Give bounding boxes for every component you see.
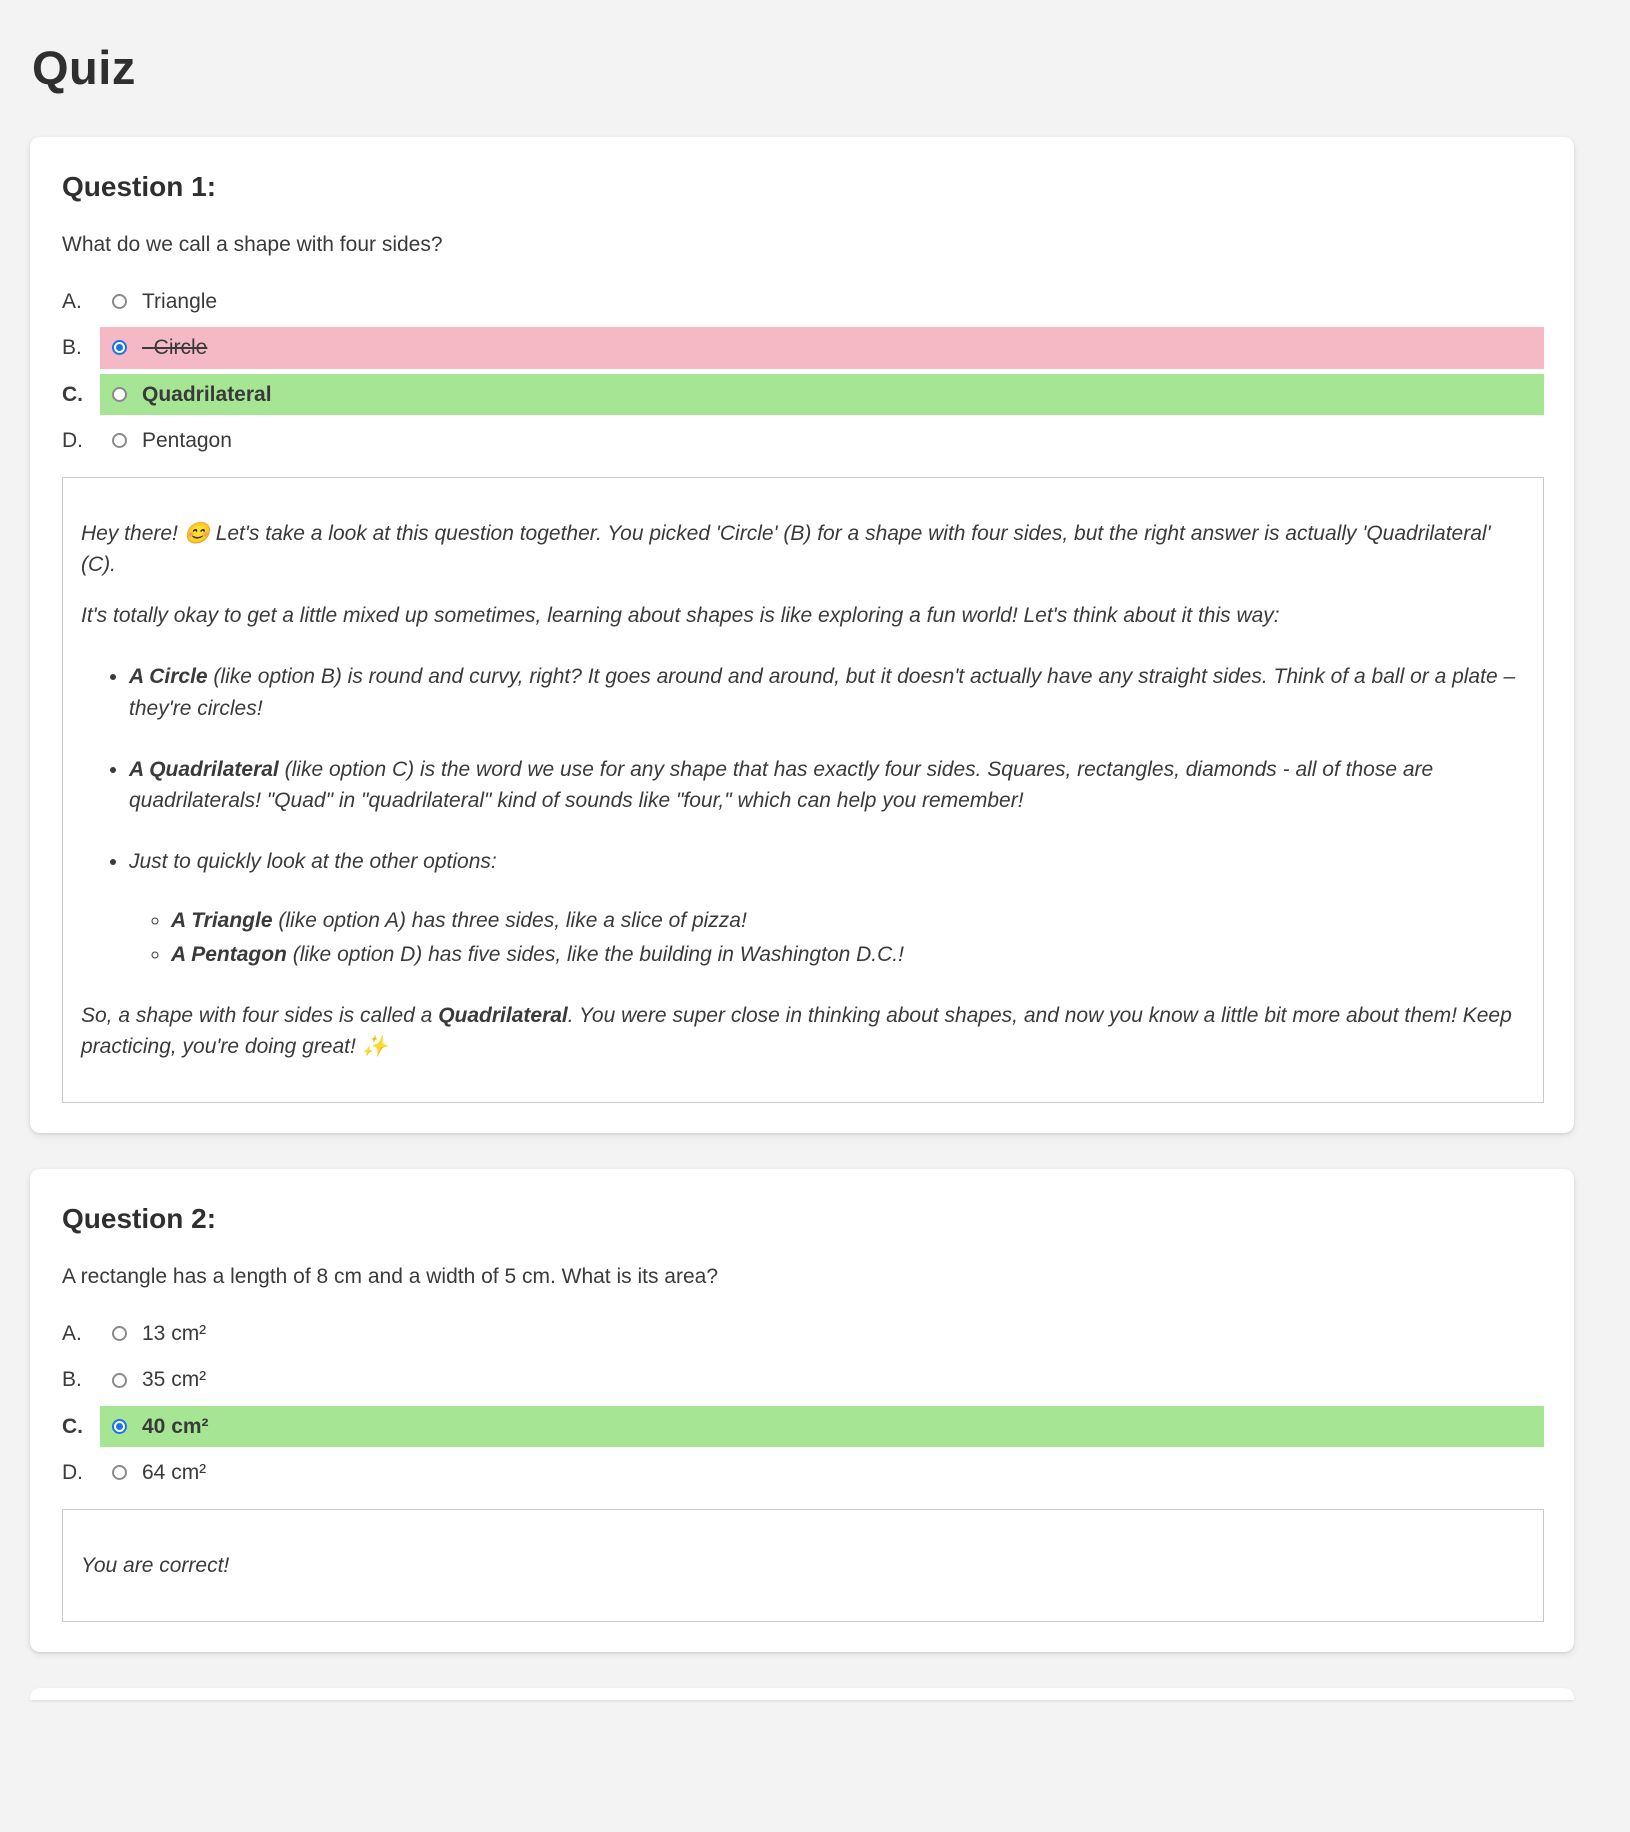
feedback-text-segment: It's totally okay to get a little mixed up sometimes, learning about shapes is like exploring a fun world! Let's think about it this way: — [81, 604, 1280, 628]
feedback-item — [129, 661, 1525, 723]
page-title: Quiz — [32, 41, 136, 94]
radio-button-selected[interactable] — [112, 340, 127, 355]
option-body — [100, 1359, 1544, 1400]
option-row — [62, 1313, 1544, 1354]
feedback-text-segment: So, a shape with four sides is called a — [81, 1003, 439, 1027]
radio-button[interactable] — [112, 387, 127, 402]
question-card — [30, 1169, 1574, 1652]
option-label[interactable]: Circle — [153, 336, 208, 360]
option-label[interactable]: Pentagon — [142, 428, 232, 452]
feedback-sublist — [129, 905, 1525, 970]
option-letter: C. — [62, 1414, 83, 1438]
option-letter: D. — [62, 1461, 83, 1485]
option-label[interactable]: 64 cm² — [142, 1461, 207, 1485]
radio-button[interactable] — [112, 294, 127, 309]
options-list — [62, 1313, 1544, 1493]
feedback-box — [62, 477, 1544, 1103]
option-letter: D. — [62, 428, 83, 452]
radio-button[interactable] — [112, 1373, 127, 1388]
radio-button[interactable] — [112, 433, 127, 448]
option-body-correct — [100, 1406, 1544, 1447]
option-label[interactable]: Quadrilateral — [142, 382, 272, 406]
feedback-text-segment: (like option D) has five sides, like the building in Washington D.C.! — [286, 942, 904, 966]
radio-button[interactable] — [112, 1326, 127, 1341]
option-body — [100, 420, 1544, 461]
feedback-paragraph — [81, 1000, 1525, 1062]
feedback-box — [62, 1509, 1544, 1622]
options-list — [62, 281, 1544, 461]
option-label[interactable]: 40 cm² — [142, 1414, 209, 1438]
option-letter: A. — [62, 290, 82, 313]
feedback-text-segment: (like option C) is the word we use for any shape that has exactly four sides. Squares, rectangles, diamonds - all of those are quadrilaterals! "Quad" in "quadrilateral" kind of sounds like "four," which can help you remember! — [129, 757, 1434, 812]
questions-container — [30, 137, 1574, 1700]
feedback-text-segment: (like option A) has three sides, like a slice of pizza! — [272, 908, 747, 932]
option-body-incorrect — [100, 327, 1544, 368]
option-row — [62, 420, 1544, 461]
emphasis-text: A Pentagon — [171, 942, 287, 966]
question-text: What do we call a shape with four sides? — [62, 233, 443, 256]
option-row — [62, 1359, 1544, 1400]
feedback-text-segment: Just to quickly look at the other options: — [129, 849, 497, 873]
option-row — [62, 327, 1544, 368]
option-body — [100, 1313, 1544, 1354]
feedback-paragraph — [81, 518, 1525, 580]
radio-button[interactable] — [112, 1465, 127, 1480]
option-row — [62, 1406, 1544, 1447]
feedback-text-segment: You are correct! — [81, 1554, 230, 1578]
emphasis-text: A Circle — [129, 665, 208, 689]
question-heading: Question 1: — [62, 171, 217, 202]
option-body — [100, 1452, 1544, 1493]
option-letter: B. — [62, 336, 82, 360]
feedback-item — [129, 754, 1525, 816]
option-row — [62, 1452, 1544, 1493]
option-label[interactable]: 13 cm² — [142, 1322, 207, 1346]
feedback-text-segment: (like option B) is round and curvy, right? It goes around and around, but it doesn't actually have any straight sides. Think of a ball or a plate – they're circles! — [129, 665, 1516, 720]
option-body-correct — [100, 374, 1544, 415]
question-heading: Question 2: — [62, 1203, 217, 1235]
option-row — [62, 281, 1544, 322]
option-body — [100, 281, 1544, 322]
option-label[interactable]: Triangle — [142, 290, 218, 313]
option-letter: C. — [62, 382, 83, 406]
feedback-text-segment: Hey there! 😊 Let's take a look at this question together. You picked 'Circle' (B) for a shape with four sides, but the right answer is actually 'Quadrilateral' (C). — [81, 522, 1491, 577]
option-row — [62, 374, 1544, 415]
feedback-paragraph — [81, 1550, 1525, 1581]
radio-button-selected[interactable] — [112, 1419, 127, 1434]
feedback-paragraph — [81, 600, 1525, 631]
question-card — [30, 137, 1574, 1133]
option-letter: B. — [62, 1368, 82, 1392]
emphasis-text: A Triangle — [171, 908, 273, 932]
emphasis-text: A Quadrilateral — [129, 757, 279, 781]
feedback-item — [129, 846, 1525, 970]
question-text: A rectangle has a length of 8 cm and a width of 5 cm. What is its area? — [62, 1265, 719, 1289]
emphasis-text: Quadrilateral — [438, 1003, 568, 1027]
feedback-text-segment: . You were super close in thinking about shapes, and now you know a little bit more about them! Keep practicing, you're doing great! ✨ — [81, 1003, 1512, 1059]
feedback-subitem — [171, 905, 1525, 936]
option-label[interactable]: 35 cm² — [142, 1368, 207, 1392]
feedback-list — [81, 661, 1525, 970]
next-question-card-partial — [30, 1688, 1574, 1700]
option-letter: A. — [62, 1322, 82, 1346]
feedback-subitem — [171, 939, 1525, 970]
